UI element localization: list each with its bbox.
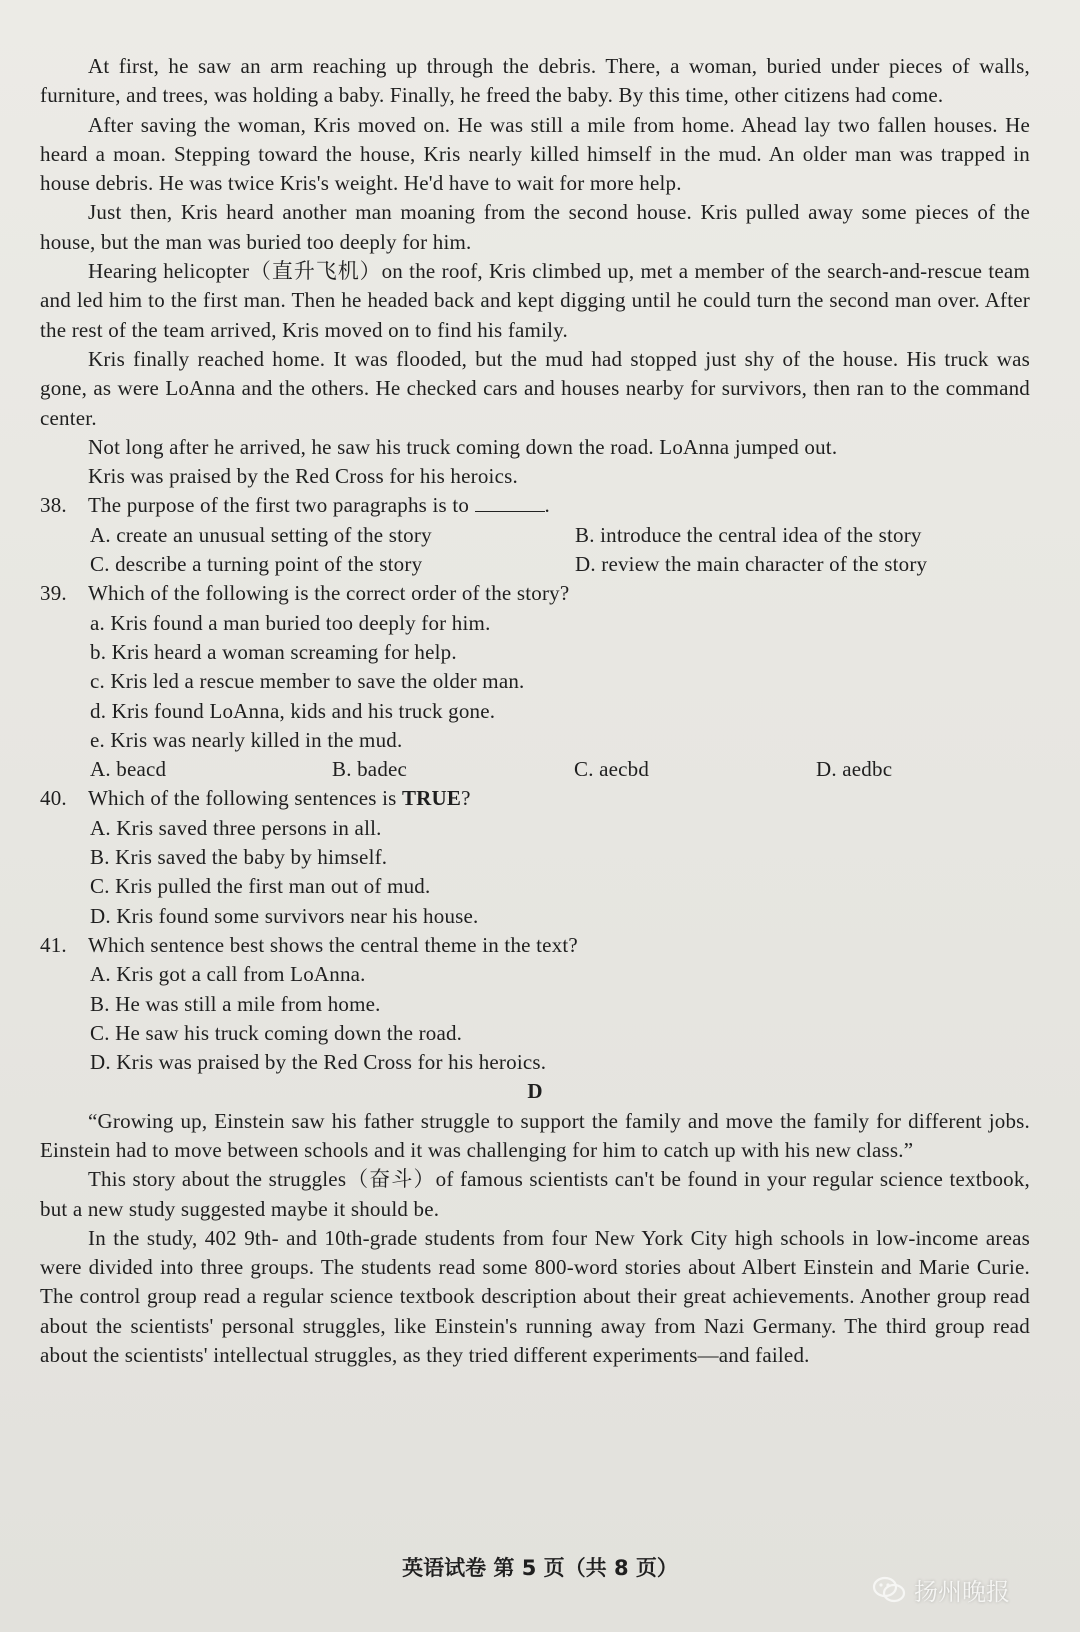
question-38 (40, 491, 1030, 520)
question-number: 38. (40, 493, 67, 518)
order-item-d: d. Kris found LoAnna, kids and his truck gone. (90, 698, 496, 723)
wechat-icon (872, 1576, 906, 1604)
option-c: C. describe a turning point of the story (90, 552, 423, 577)
emphasis-true: TRUE (401, 786, 462, 811)
question-40 (40, 784, 1030, 813)
option-a: A. Kris got a call from LoAnna. (90, 962, 366, 987)
question-number: 41. (40, 932, 67, 957)
question-stem: Which of the following is the correct order of the story? (88, 581, 570, 606)
stem-end: ? (461, 786, 471, 811)
passage-d-paragraph-1: “Growing up, Einstein saw his father struggle to support the family and move the family for different jobs. Einstein had to move between schools and it was challenging for him to catch up with his new class.” (40, 1108, 1030, 1162)
question-stem: Which sentence best shows the central theme in the text? (88, 932, 578, 957)
option-d: D. Kris was praised by the Red Cross for his heroics. (90, 1050, 547, 1075)
passage-c-paragraph-2: After saving the woman, Kris moved on. He was still a mile from home. Ahead lay two fallen houses. He heard a moan. Stepping toward the house, Kris nearly killed himself in the mud. An older man was trapped in house debris. He was twice Kris's weight. He'd have to wait for more help. (40, 112, 1030, 196)
option-d: D. aedbc (816, 757, 893, 782)
order-item-a: a. Kris found a man buried too deeply for him. (90, 610, 491, 635)
watermark (872, 1572, 1010, 1607)
option-a: A. create an unusual setting of the story (90, 522, 432, 547)
option-a: A. beacd (90, 757, 167, 782)
passage-c-paragraph-3: Just then, Kris heard another man moaning from the second house. Kris pulled away some pieces of the house, but the man was buried too deeply for him. (40, 200, 1030, 254)
option-d: D. Kris found some survivors near his house. (90, 903, 479, 928)
option-b: B. introduce the central idea of the story (575, 522, 922, 547)
option-c: C. Kris pulled the first man out of mud. (90, 874, 431, 899)
passage-c-paragraph-6: Not long after he arrived, he saw his truck coming down the road. LoAnna jumped out. (88, 434, 838, 459)
answer-blank (475, 491, 545, 512)
order-item-b: b. Kris heard a woman screaming for help. (90, 639, 457, 664)
question-stem: Which of the following sentences is (88, 786, 402, 811)
watermark-text: 扬州晚报 (914, 1578, 1010, 1606)
option-b: B. He was still a mile from home. (90, 991, 381, 1016)
options-row (90, 550, 1030, 579)
order-item-e: e. Kris was nearly killed in the mud. (90, 727, 403, 752)
question-number: 40. (40, 786, 67, 811)
options-row (90, 521, 1030, 550)
question-41 (40, 931, 1030, 960)
passage-c-paragraph-5: Kris finally reached home. It was flooded, but the mud had stopped just shy of the house. His truck was gone, as were LoAnna and the others. He checked cars and houses nearby for survivors, then ran to the command center. (40, 346, 1030, 430)
page-footer: 英语试卷 第 5 页（共 8 页） (402, 1556, 678, 1580)
passage-d-paragraph-3: In the study, 402 9th- and 10th-grade students from four New York City high schools in low-income areas were divided into three groups. The students read some 800-word stories about Albert Einstein and Marie Curie. The control group read a regular science textbook description about their great achievements. Another group read about the scientists' personal struggles, like Einstein's running away from Nazi Germany. The third group read about the scientists' intellectual struggles, as they tried different experiments—and failed. (40, 1225, 1030, 1368)
order-item-c: c. Kris led a rescue member to save the older man. (90, 669, 525, 694)
option-a: A. Kris saved three persons in all. (90, 815, 382, 840)
option-d: D. review the main character of the story (575, 552, 928, 577)
option-b: B. badec (332, 757, 408, 782)
passage-c-paragraph-1: At first, he saw an arm reaching up through the debris. There, a woman, buried under pieces of walls, furniture, and trees, was holding a baby. Finally, he freed the baby. By this time, other citizens had come. (40, 54, 1030, 108)
question-stem: The purpose of the first two paragraphs is to (88, 493, 470, 518)
page-content (40, 52, 1030, 1370)
option-c: C. aecbd (574, 757, 650, 782)
options-row (90, 755, 1030, 784)
question-39 (40, 579, 1030, 608)
section-heading-d: D (527, 1079, 543, 1104)
option-b: B. Kris saved the baby by himself. (90, 845, 388, 870)
option-c: C. He saw his truck coming down the road. (90, 1020, 463, 1045)
passage-d-paragraph-2: This story about the struggles（奋斗）of famous scientists can't be found in your regular science textbook, but a new study suggested maybe it should be. (40, 1167, 1030, 1221)
passage-c-paragraph-7: Kris was praised by the Red Cross for his heroics. (88, 464, 518, 489)
stem-end: . (544, 493, 550, 518)
question-number: 39. (40, 581, 67, 606)
passage-c-paragraph-4: Hearing helicopter（直升飞机）on the roof, Kris climbed up, met a member of the search-and-rescue team and led him to the first man. Then he headed back and kept digging until he could turn the second man over. After the rest of the team arrived, Kris moved on to find his family. (40, 259, 1030, 342)
